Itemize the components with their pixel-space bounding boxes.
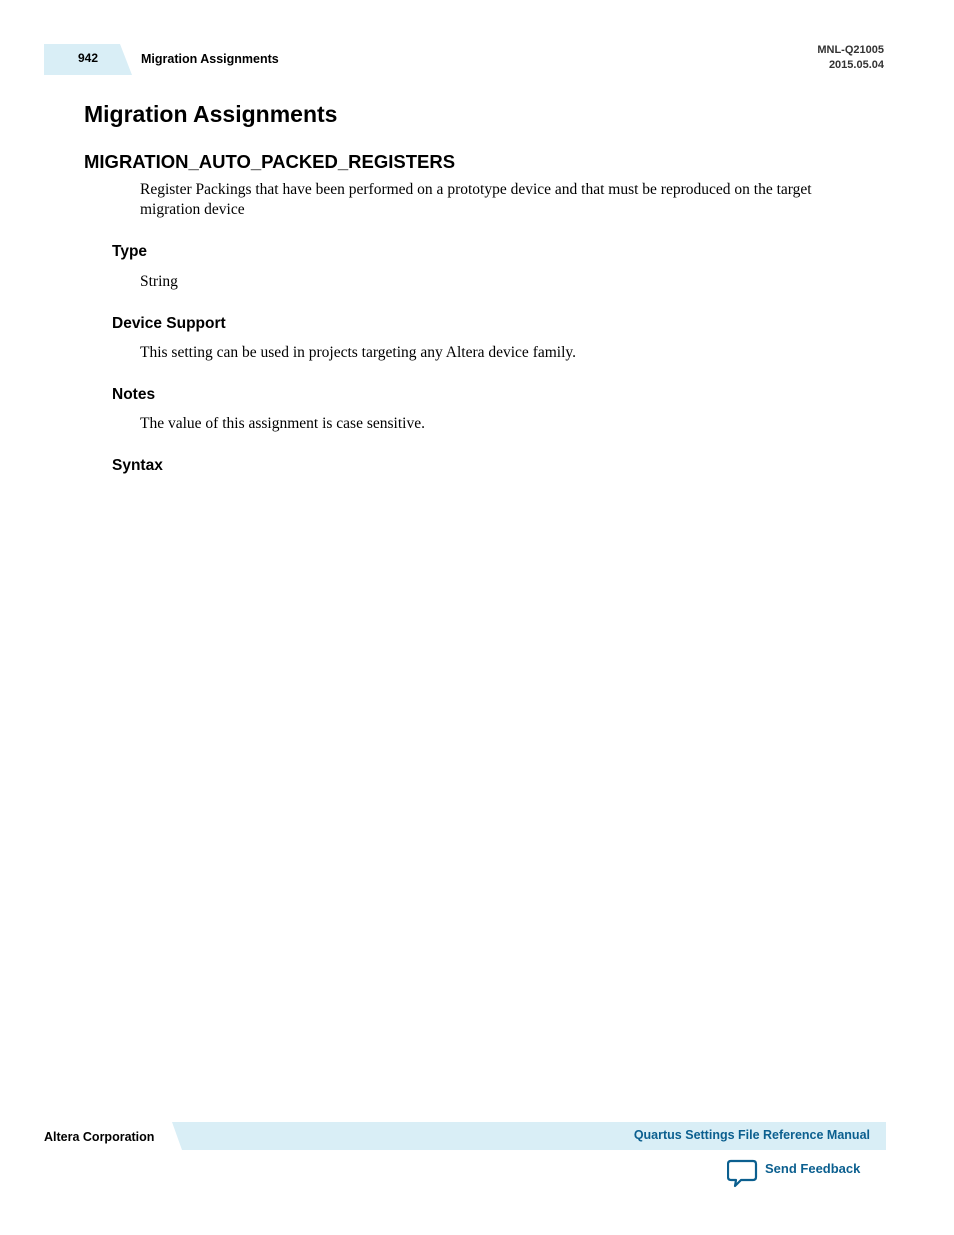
footer-band [172, 1122, 886, 1150]
speech-bubble-icon [727, 1158, 759, 1188]
document-meta [817, 43, 884, 73]
assignment-name: MIGRATION_AUTO_PACKED_REGISTERS [84, 151, 456, 172]
header-section-title: Migration Assignments [141, 52, 279, 66]
footer-company: Altera Corporation [44, 1130, 155, 1144]
document-date: 2015.05.04 [828, 59, 884, 71]
device-support-text: This setting can be used in projects targeting any Altera device family. [140, 344, 577, 361]
page-title: Migration Assignments [84, 101, 338, 127]
footer-manual-title[interactable]: Quartus Settings File Reference Manual [633, 1128, 870, 1142]
page-number-tab [44, 44, 132, 75]
document-id: MNL-Q21005 [817, 44, 884, 56]
notes-heading: Notes [112, 386, 156, 403]
syntax-heading: Syntax [112, 457, 163, 474]
device-support-heading: Device Support [112, 315, 226, 332]
assignment-description: Register Packings that have been performed on a prototype device and that must be reproduced on the target migration device [140, 181, 812, 218]
type-value: String [140, 273, 178, 290]
page-number: 942 [77, 51, 99, 65]
send-feedback-label[interactable]: Send Feedback [765, 1161, 861, 1176]
notes-text: The value of this assignment is case sensitive. [140, 415, 425, 432]
type-heading: Type [112, 243, 148, 260]
